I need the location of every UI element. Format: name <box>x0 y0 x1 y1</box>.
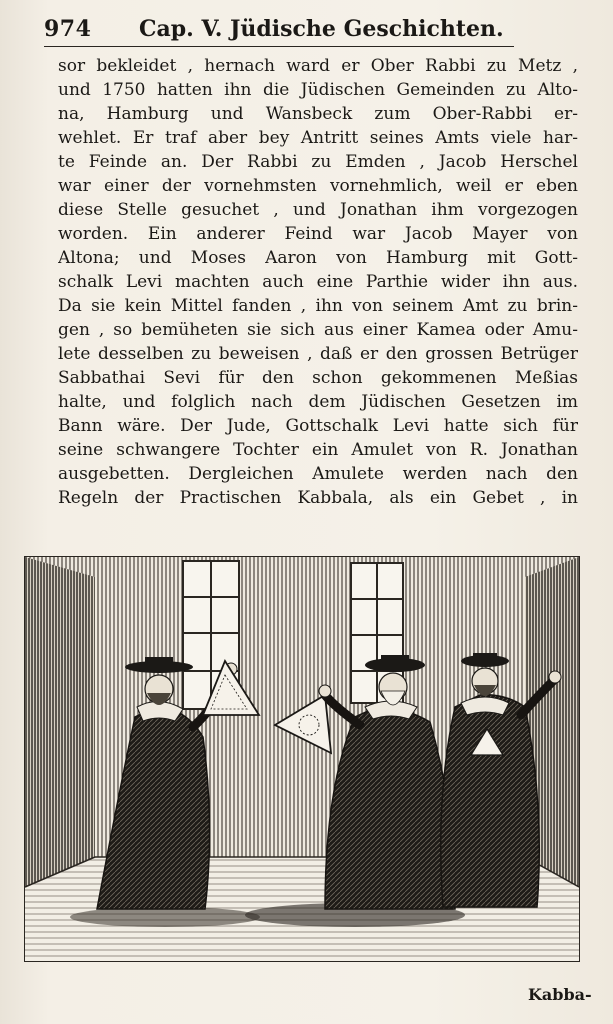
body-text <box>58 54 578 510</box>
text-line: Sabbathai Sevi für den schon gekommenen Meßias <box>58 368 578 388</box>
text-line: ausgebetten. Dergleichen Amulete werden nach den <box>58 464 578 484</box>
text-line: schalk Levi machten auch eine Parthie wider ihn aus. <box>58 272 578 292</box>
text-line: Da sie kein Mittel fanden , ihn von seinem Amt zu brin- <box>58 296 578 316</box>
text-line: worden. Ein anderer Feind war Jacob Mayer von <box>58 224 578 244</box>
text-line: Bann wäre. Der Jude, Gottschalk Levi hatte sich für <box>58 416 578 436</box>
text-line: diese Stelle gesuchet , und Jonathan ihm vorgezogen <box>58 200 578 220</box>
page-header <box>44 14 514 47</box>
text-line: Altona; und Moses Aaron von Hamburg mit Gott- <box>58 248 578 268</box>
text-line: na, Hamburg und Wansbeck zum Ober-Rabbi er- <box>58 104 578 124</box>
text-line: seine schwangere Tochter ein Amulet von R. Jonathan <box>58 440 578 460</box>
text-line: wehlet. Er traf aber bey Antritt seines Amts viele har- <box>58 128 578 148</box>
text-line: te Feinde an. Der Rabbi zu Emden , Jacob Herschel <box>58 152 578 172</box>
text-line: halte, und folglich nach dem Jüdischen Gesetzen im <box>58 392 578 412</box>
engraving-illustration <box>24 556 580 962</box>
running-head: Cap. V. Jüdische Geschichten. <box>139 16 504 42</box>
text-line: war einer der vornehmsten vornehmlich, weil er eben <box>58 176 578 196</box>
catchword: Kabba- <box>528 985 592 1004</box>
text-line: gen , so bemüheten sie sich aus einer Kamea oder Amu- <box>58 320 578 340</box>
text-line: und 1750 hatten ihn die Jüdischen Gemeinden zu Alto- <box>58 80 578 100</box>
text-line: sor bekleidet , hernach ward er Ober Rabbi zu Metz , <box>58 56 578 76</box>
text-line: lete desselben zu beweisen , daß er den grossen Betrüger <box>58 344 578 364</box>
text-line: Regeln der Practischen Kabbala, als ein Gebet , in <box>58 488 578 508</box>
page-number: 974 <box>44 16 92 42</box>
